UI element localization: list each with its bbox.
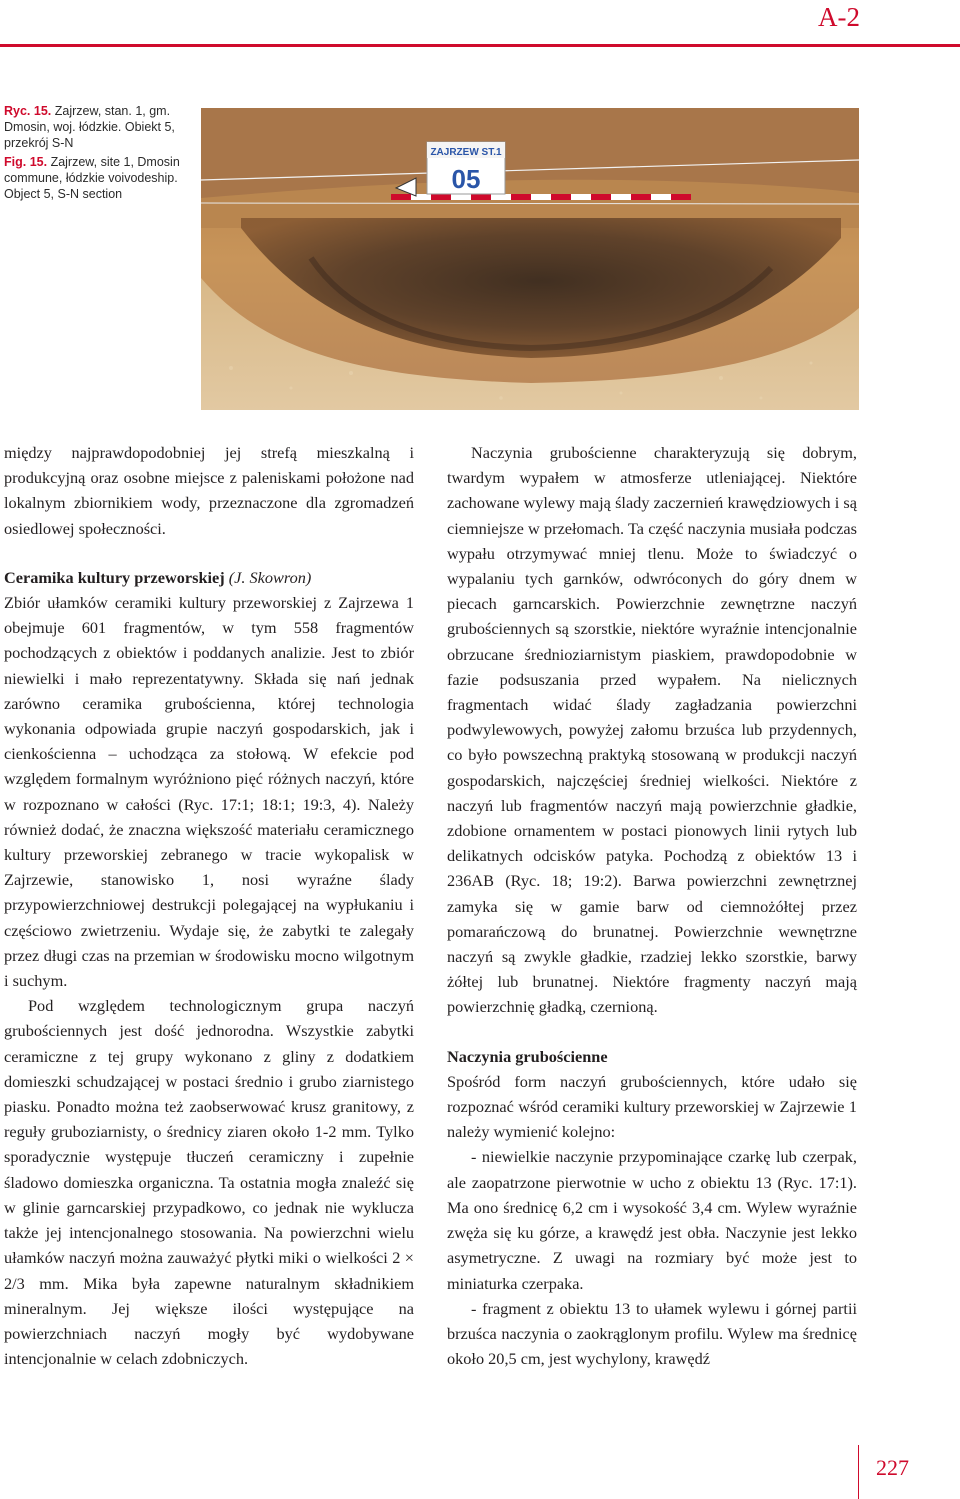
site-board-line1: ZAJRZEW ST.1 — [430, 147, 502, 158]
left-paragraph-1: między najprawdopodobniej jej strefą mieszkalną i produkcyjną oraz osobne miejsce z paleniskami położone nad lokalnym zbiornikiem wody, przeznaczone dla zgromadzeń osiedlowej społeczności. — [4, 443, 414, 538]
top-bar — [0, 0, 960, 47]
site-board-line2: 05 — [451, 164, 481, 194]
right-paragraph-1: Naczynia grubościenne charakteryzują się dobrym, twardym wypałem w atmosferze utleniającej. Niektóre zachowane wylewy mają ślady zaczernień krawędziowych i są ciemniejsze w przełomach. Ta część naczynia musiała podczas wypału otrzymywać mniej tlenu. Może to świadczyć o wypalaniu tych garnków, odwróconych do góry dnem w piecach garncarskich. Powierzchnie zewnętrzne naczyń grubościennych są szorstkie, niektóre wyraźnie intencjonalnie obrzucane średnioziarnistym piaskiem, prawdopodobnie w fazie podsuszania przed wypałem. Na nielicznych fragmentach widać ślady zagładzania powierzchni podwylewowych, powyżej załomu brzuśca lub przydennych, co było powszechną praktyką stosowaną w produkcji naczyń gospodarskich, najczęściej średniej wielkości. Niektóre z naczyń lub fragmentów naczyń mają powierzchnie gładkie, zdobione ornamentem w postaci pionowych linii rytych lub delikatnych odcisków patyka. Pochodzą z obiektów 13 i 236AB (Ryc. 18; 19:2). Barwa powierzchni zewnętrznej zamyka się w gamie barw od ciemnożółtej przez pomarańczową do brunatnej. Powierzchnie wewnętrzne naczyń są zwykle gładkie, rzadziej lekko szorstkie, barwy żółtej lub brunatnej. Niektóre fragmenty naczyń mają powierzchnię gładką, czernioną. — [447, 443, 857, 1017]
section-heading-przeworsk — [4, 565, 414, 590]
left-paragraph-2: Zbiór ułamków ceramiki kultury przeworskiej z Zajrzewa 1 obejmuje 601 fragmentów, w tym 558 fragmentów pochodzących z obiektów i poddanych analizie. Jest to zbiór niewielki i mało reprezentatywny. Składa się nań jednak zarówno ceramika grubościenna, której technologia wykonania odpowiada grupie naczyń gospodarskich, jak i cienkościenna – uchodząca za stołową. W efekcie pod względem formalnym wyróżniono pięć różnych naczyń, które w rozpoznano w całości (Ryc. 17:1; 18:1; 19:3, 4). Należy również dodać, że znaczna większość materiału ceramicznego kultury przeworskiej zebranego w tracie wykopalisk w Zajrzewie, stanowisko 1, nosi wyraźne ślady przypowierzchniowej destrukcji polegającej na wypłukaniu i częściowo zwietrzeniu. Wydaje się, że zabytki te zalegały przez długi czas na przemian w środowisku mocno wilgotnym i suchym. — [4, 593, 414, 991]
section-heading-author: (J. Skowron) — [228, 567, 312, 587]
caption-english-text: Zajrzew, site 1, Dmosin commune, łódzkie voivodeship. Object 5, S-N section — [4, 154, 180, 202]
right-paragraph-4: - fragment z obiektu 13 to ułamek wylewu i górnej partii brzuśca naczynia o zaokrąglonym profilu. Wylew ma średnicę około 20,5 cm, jest wychylony, krawędź — [447, 1298, 857, 1369]
caption-english-label: Fig. 15. — [4, 154, 48, 169]
figure-caption — [4, 103, 194, 204]
measuring-tape — [391, 194, 691, 200]
section-heading-text: Ceramika kultury przeworskiej — [4, 567, 225, 587]
page-number: 227 — [876, 1455, 909, 1480]
excavation-photo — [201, 108, 859, 410]
caption-polish-text: Zajrzew, stan. 1, gm. Dmosin, woj. łódzkie. Obiekt 5, przekrój S-N — [4, 104, 175, 151]
excavation-photo-image — [201, 108, 859, 410]
caption-english — [4, 154, 194, 203]
right-paragraph-3: - niewielkie naczynie przypominające czarkę lub czerpak, ale zaopatrzone pierwotnie w ucho z obiektu 13 (Ryc. 17:1). Ma ono średnicę 6,2 cm i wysokość 3,4 cm. Wylew wyraźnie zwęża się ku górze, a krawędź jest obła. Naczynie jest lekko asymetryczne. Z uwagi na rozmiary być może jest to miniaturka czerpaka. — [447, 1147, 857, 1293]
section-heading-thick-walled: Naczynia grubościenne — [447, 1046, 608, 1066]
right-column — [447, 440, 857, 1371]
caption-polish-label: Ryc. 15. — [4, 104, 52, 118]
left-column — [4, 440, 414, 1371]
page-number-rule — [858, 1445, 859, 1499]
caption-polish — [4, 103, 194, 152]
site-board — [427, 142, 505, 194]
right-paragraph-2: Spośród form naczyń grubościennych, które udało się rozpoznać wśród ceramiki kultury przeworskiej w Zajrzewie 1 należy wymienić kolejno: — [447, 1071, 857, 1142]
left-paragraph-3: Pod względem technologicznym grupa naczyń grubościennych jest dość jednorodna. Wszystkie zabytki ceramiczne z tej grupy wykonano z gliny z dodatkiem domieszki schudzającej w postaci średnio i grubo ziarnistego piasku. Ponadto można też zaobserwować krusz granitowy, z reguły gruboziarnisty, o średnicy ziaren około 1-2 mm. Tylko sporadycznie występuje tłuczeń ceramiczny i zupełnie śladowo domieszka organiczna. Ta ostatnia mogła znaleźć się w glinie garncarskiej przypadkowo, co jednak nie wyklucza także jej intencjonalnego stosowania. Na powierzchni wielu ułamków naczyń można zauważyć płytki miki o wielkości 2 × 2/3 mm. Mika była zapewne naturalnym składnikiem mineralnym. Jej większe ilości występujące na powierzchniach naczyń mogły być wydobywane intencjonalnie w celach zdobniczych. — [4, 996, 414, 1369]
section-tag: A-2 — [818, 2, 860, 32]
